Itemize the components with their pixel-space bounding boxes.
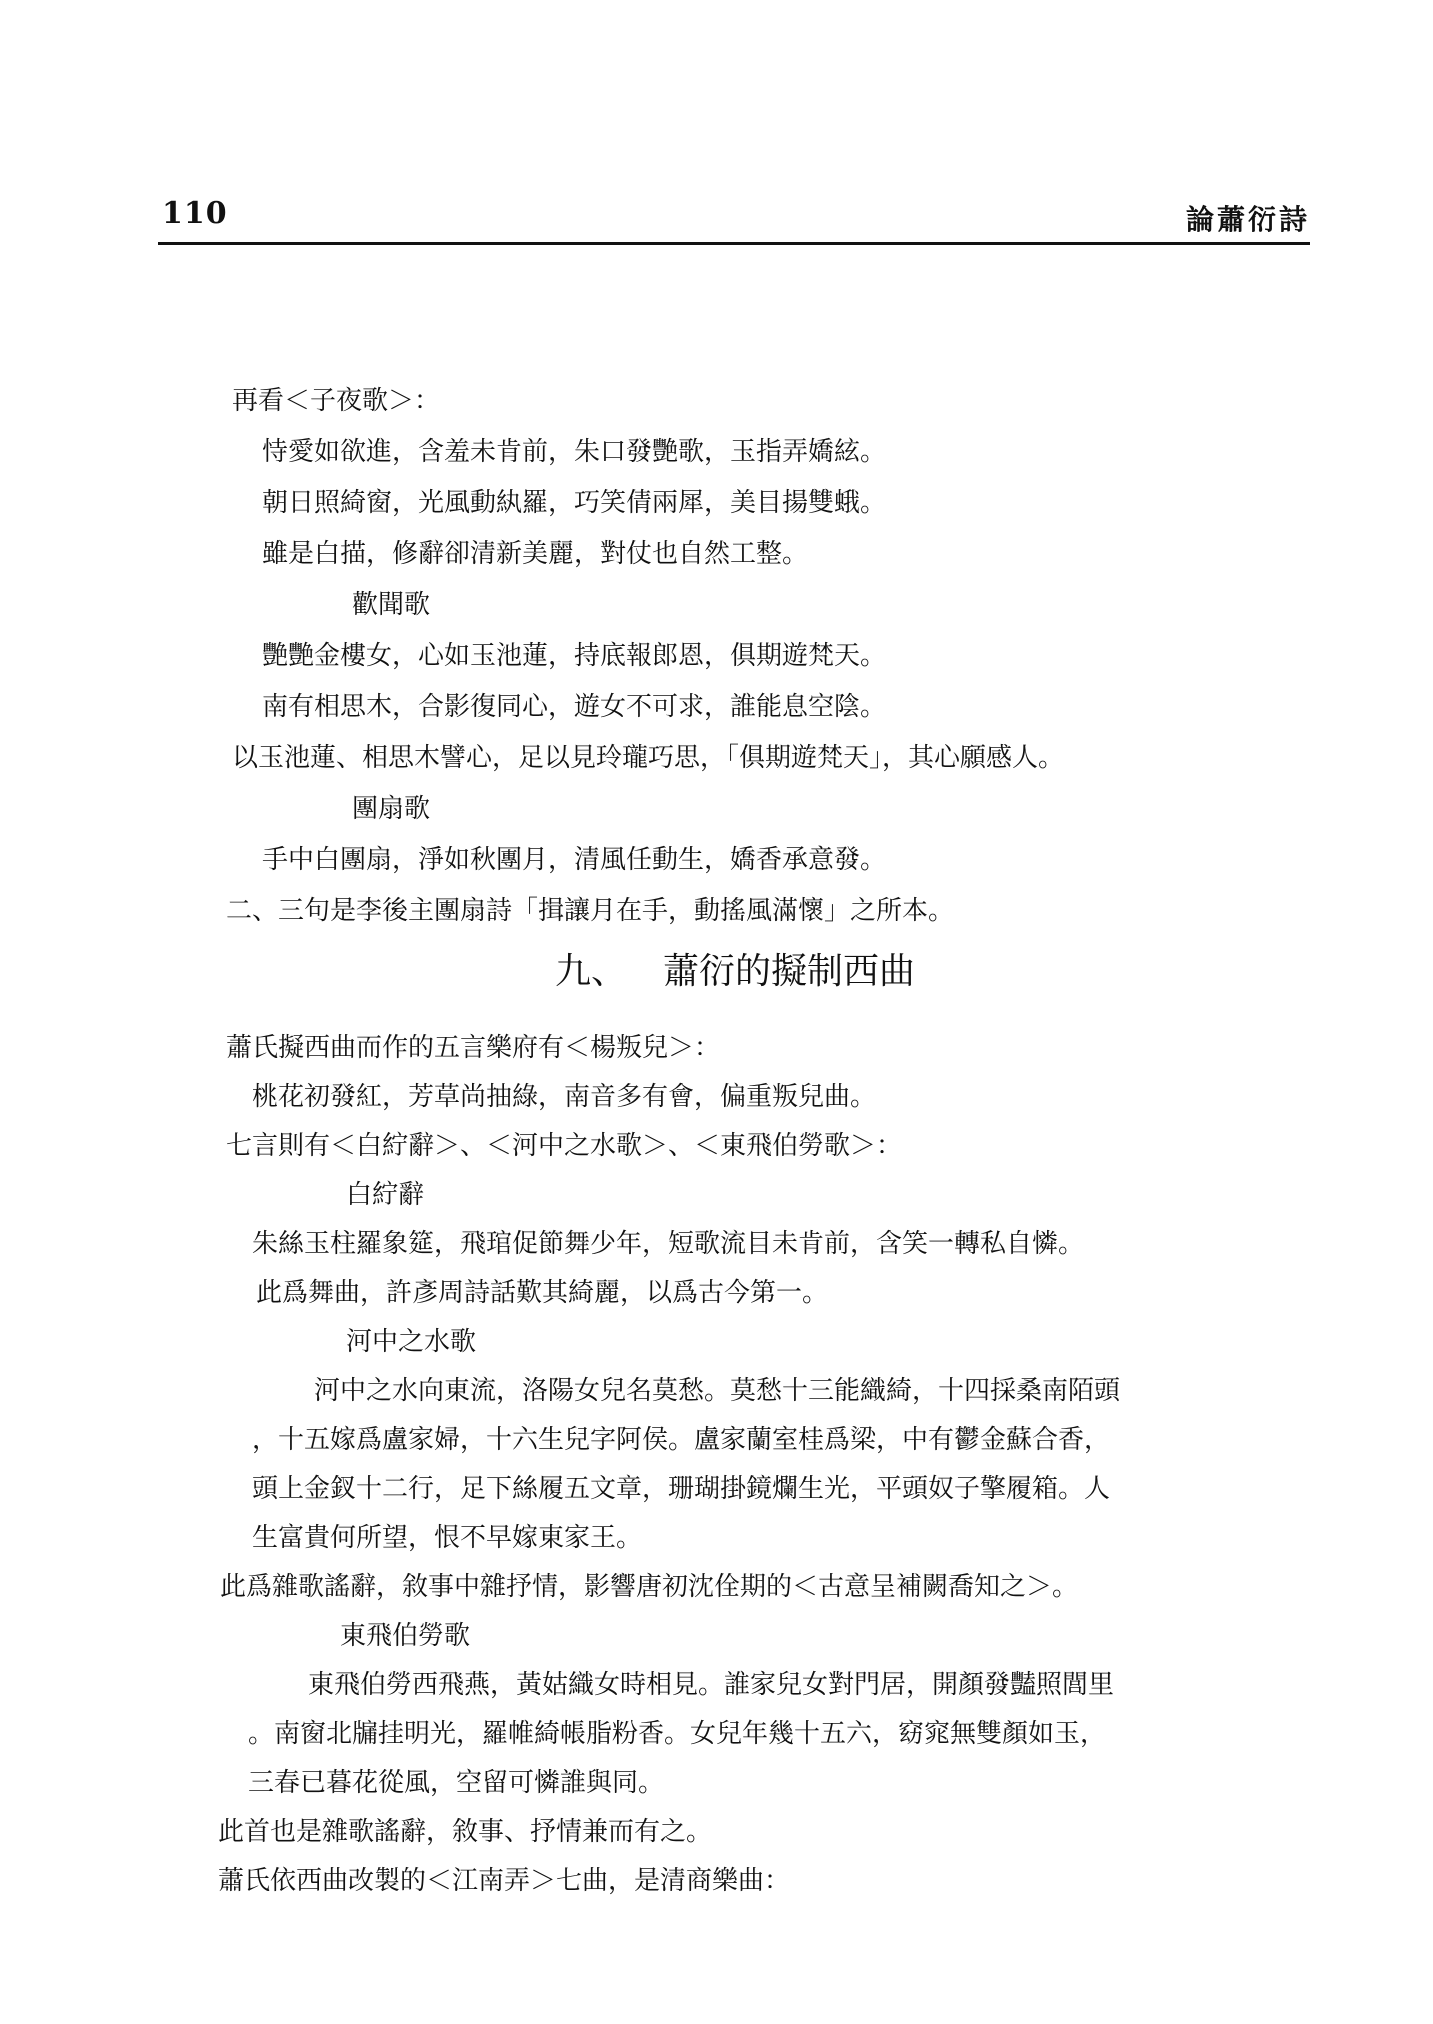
- text-line: 此爲雜歌謠辭，敘事中雜抒情，影響唐初沈佺期的＜古意呈補闕喬知之＞。: [220, 1572, 1079, 1602]
- poem-line: 艷艷金樓女，心如玉池蓮，持底報郎恩，俱期遊梵天。: [262, 641, 887, 671]
- poem-line: 東飛伯勞西飛燕，黃姑織女時相見。誰家兒女對門居，開顏發豔照閭里: [308, 1670, 1115, 1700]
- poem-title: 白紵辭: [346, 1180, 425, 1210]
- text-line: 再看＜子夜歌＞：: [232, 386, 441, 416]
- section-title-text: 蕭衍的擬制西曲: [663, 951, 916, 992]
- text-line: 此爲舞曲，許彥周詩話歎其綺麗，以爲古今第一。: [256, 1278, 829, 1308]
- poem-line: 頭上金釵十二行，足下絲履五文章，珊瑚掛鏡爛生光，平頭奴子擎履箱。人: [252, 1474, 1111, 1504]
- text-line: 二、三句是李後主團扇詩「揖讓月在手，動搖風滿懷」之所本。: [226, 896, 955, 926]
- poem-line: 河中之水向東流，洛陽女兒名莫愁。莫愁十三能織綺，十四採桑南陌頭: [314, 1376, 1121, 1406]
- text-line: 蕭氏擬西曲而作的五言樂府有＜楊叛兒＞：: [226, 1033, 721, 1063]
- poem-line: 桃花初發紅，芳草尚抽綠，南音多有會，偏重叛兒曲。: [252, 1082, 877, 1112]
- poem-title: 歡聞歌: [352, 590, 431, 620]
- poem-line: 南有相思木，合影復同心，遊女不可求，誰能息空陰。: [262, 692, 887, 722]
- text-line: 此首也是雜歌謠辭，敘事、抒情兼而有之。: [218, 1817, 713, 1847]
- poem-line: 朱絲玉柱羅象筵，飛琯促節舞少年，短歌流目未肯前，含笑一轉私自憐。: [252, 1229, 1085, 1259]
- section-heading: [555, 950, 915, 994]
- text-line: 雖是白描，修辭卻清新美麗，對仗也自然工整。: [262, 539, 809, 569]
- poem-line: 手中白團扇，淨如秋團月，清風任動生，嬌香承意發。: [262, 845, 887, 875]
- poem-title: 團扇歌: [352, 794, 431, 824]
- page-number: 110: [162, 196, 228, 231]
- section-number: 九、: [555, 951, 628, 992]
- poem-line: 恃愛如欲進，含羞未肯前，朱口發艷歌，玉指弄嬌絃。: [262, 437, 887, 467]
- page-header: [158, 196, 1310, 245]
- running-title: 論蕭衍詩: [1185, 203, 1310, 236]
- poem-line: 生富貴何所望，恨不早嫁東家王。: [252, 1523, 643, 1553]
- poem-line: 三春已暮花從風，空留可憐誰與同。: [248, 1768, 665, 1798]
- poem-line: 朝日照綺窗，光風動紈羅，巧笑倩兩犀，美目揚雙蛾。: [262, 488, 887, 518]
- poem-title: 東飛伯勞歌: [340, 1621, 471, 1651]
- text-line: 蕭氏依西曲改製的＜江南弄＞七曲，是清商樂曲：: [218, 1866, 791, 1896]
- poem-title: 河中之水歌: [346, 1327, 477, 1357]
- poem-line: 。南窗北牖挂明光，羅帷綺帳脂粉香。女兒年幾十五六，窈窕無雙顏如玉，: [248, 1719, 1107, 1749]
- text-line: 以玉池蓮、相思木譬心，足以見玲瓏巧思，「俱期遊梵天」，其心願感人。: [232, 743, 1065, 773]
- poem-line: ，十五嫁爲盧家婦，十六生兒字阿侯。盧家蘭室桂爲梁，中有鬱金蘇合香，: [252, 1425, 1111, 1455]
- text-line: 七言則有＜白紵辭＞、＜河中之水歌＞、＜東飛伯勞歌＞：: [226, 1131, 903, 1161]
